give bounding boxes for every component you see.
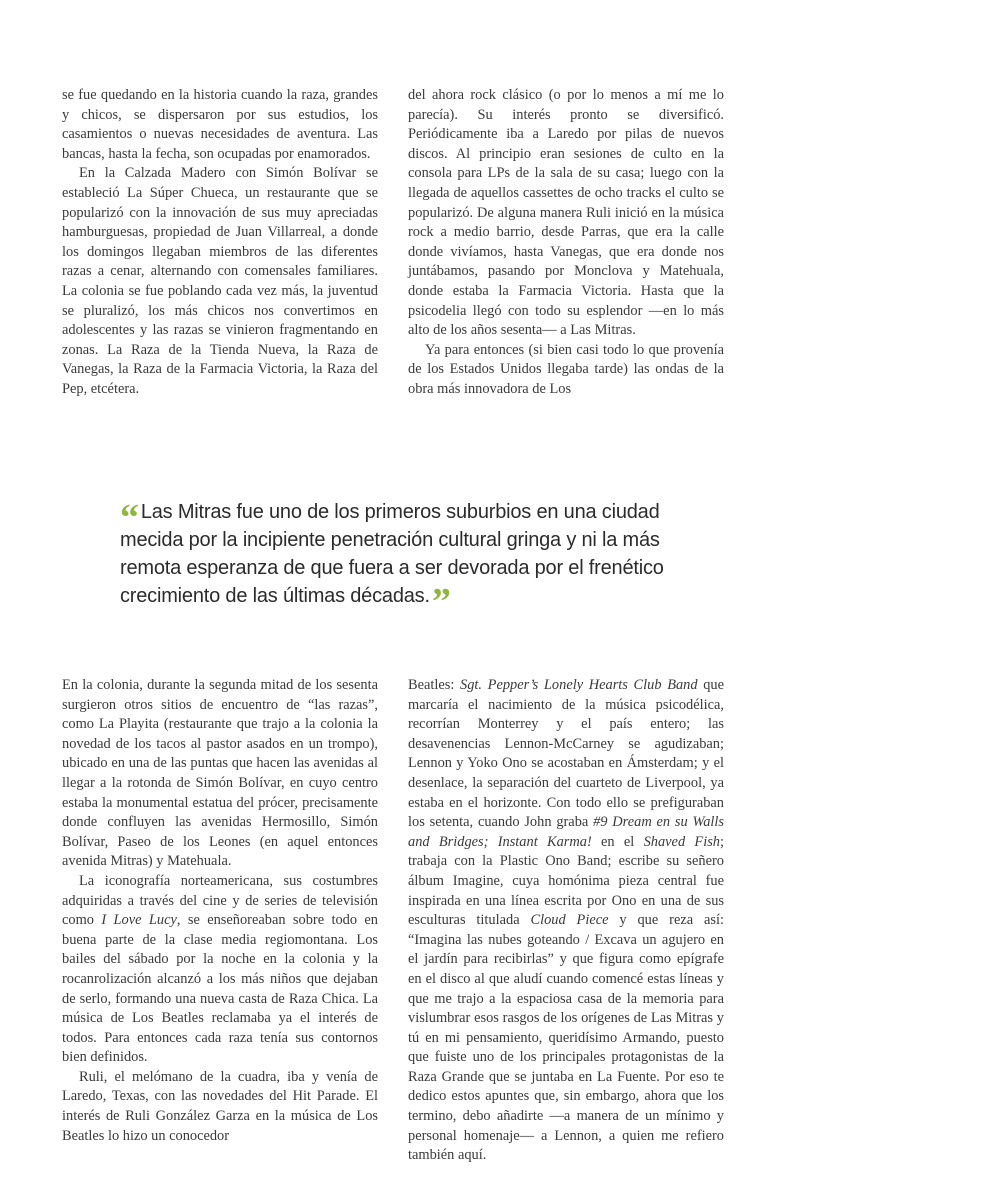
paragraph: En la colonia, durante la segunda mitad de los sesenta surgieron otros sitios de encuentro de “las razas”, como La Playita (restaurante que trajo a la colonia la novedad de los tacos al pastor asados en un trompo), ubicado en una de las puntas que hacen las avenidas al llegar a la rotonda de Simón Bolívar, en cuyo centro estaba la monumental estatua del prócer, precisamente donde confluyen las avenidas Hermosillo, Simón Bolívar, Paseo de los Leones (en aquel entonces avenida Mitras) y Matehuala. — [62, 677, 378, 870]
text-run: , se enseñoreaban sobre todo en buena parte de la clase media regiomontana. Los bailes del sábado por la noche en la colonia y la rocanrolización alcanzó a los más niños que dejaban de serlo, formando una nueva casta de Raza Chica. La música de Los Beatles reclamaba ya el interés de todos. Para entonces cada raza tenía sus contornos bien definidos. — [62, 912, 378, 1066]
paragraph: Ya para entonces (si bien casi todo lo que provenía de los Estados Unidos llegaba tarde) las ondas de la obra más innovadora de Los — [408, 341, 724, 397]
text-column-3 — [62, 676, 378, 1194]
tv-title: I Love Lucy — [101, 912, 177, 929]
text-run: y que reza así: “Imagina las nubes goteando / Excava un agujero en el jardín para recibirlas” y que figura como epígrafe en el disco al que aludí cuando comencé estas líneas y que me trajo a la espaciosa casa de la memoria para vislumbrar esos rasgos de los orígenes de Las Mitras y tú en mi pensamiento, queridísimo Armando, puesto que fuiste uno de los principales protagonistas de la Raza Grande que se juntaba en La Fuente. Por eso te dedico estos apuntes que, sin embargo, ahora que los termino, debo añadirte —a manera de un mínimo y personal homenaje— a Lennon, a quien me refiero también aquí. — [408, 912, 724, 1164]
paragraph: Ruli, el melómano de la cuadra, iba y venía de Laredo, Texas, con las novedades del Hit Parade. El interés de Ruli González Garza en la música de Los Beatles lo hizo un conocedor — [62, 1068, 378, 1144]
pull-quote-text: Las Mitras fue uno de los primeros suburbios en una ciudad mecida por la incipiente penetración cultural gringa y ni la más remota esperanza de que fuera a ser devorada por el frenético crecimiento de las últimas décadas. — [120, 501, 664, 607]
text-column-2 — [408, 86, 724, 400]
text-run: ; trabaja con la Plastic Ono Band; escribe su señero álbum Imagine, cuya homónima pieza central fue inspirada en una línea escrita por Ono en una de sus esculturas titulada — [408, 833, 724, 929]
text-run: La iconografía norteamericana, sus costumbres adquiridas a través del cine y de series de televisión como — [62, 872, 378, 929]
text-run: Beatles: — [408, 677, 461, 693]
text-run: en el — [591, 833, 644, 850]
text-column-4 — [408, 676, 724, 1194]
paragraph: del ahora rock clásico (o por lo menos a mí me lo parecía). Su interés pronto se diversificó. Periódicamente iba a Laredo por pilas de nuevos discos. Al principio eran sesiones de culto en la consola para LPs de la sala de su casa; luego con la llegada de aquellos cassettes de ocho tracks el culto se popularizó. De alguna manera Ruli inició en la música rock a medio barrio, desde Parras, que era la calle donde vivíamos, hasta Vanegas, que era donde nos juntábamos, pasando por Monclova y Matehuala, donde estaba la Farmacia Victoria. Hasta que la psicodelia llegó con todo su esplendor —en lo más alto de los años sesenta— a Las Mitras. — [408, 87, 724, 339]
paragraph: se fue quedando en la historia cuando la raza, grandes y chicos, se dispersaron por sus estudios, los casamientos o nuevas necesidades de aventura. Las bancas, hasta la fecha, son ocupadas por enamorados. — [62, 87, 378, 162]
close-quote-mark: ” — [431, 581, 451, 623]
artwork-title: Cloud Piece — [530, 912, 609, 929]
text-run: que marcaría el nacimiento de la música psicodélica, recorrían Monterrey y el país entero; las desavenencias Lennon-McCarney se agudizaban; Lennon y Yoko Ono se acostaban en Ámsterdam; y el desenlace, la separación del cuarteto de Liverpool, ya estaba en el horizonte. Con todo ello se prefiguraban los setenta, cuando John graba — [408, 677, 724, 831]
paragraph — [408, 676, 724, 1166]
pull-quote — [120, 497, 720, 623]
paragraph — [62, 872, 378, 1068]
open-quote-mark: “ — [120, 497, 139, 539]
text-column-1 — [62, 86, 378, 400]
album-title: Shaved Fish — [643, 833, 721, 850]
album-title: Sgt. Pepper’s Lonely Hearts Club Band — [460, 677, 698, 693]
album-title: #9 Dream en su Walls and Bridges; Instant Karma! — [408, 814, 724, 850]
paragraph: En la Calzada Madero con Simón Bolívar se estableció La Súper Chueca, un restaurante que se popularizó con la innovación de sus muy apreciadas hamburguesas, propiedad de Juan Villarreal, a donde los domingos llegaban miembros de las diferentes razas a cenar, alternando con comensales familiares. La colonia se fue poblando cada vez más, la juventud se pluralizó, los más chicos nos convertimos en adolescentes y las razas se vinieron fragmentando en zonas. La Raza de la Tienda Nueva, la Raza de Vanegas, la Raza de la Farmacia Victoria, la Raza del Pep, etcétera. — [62, 165, 378, 397]
